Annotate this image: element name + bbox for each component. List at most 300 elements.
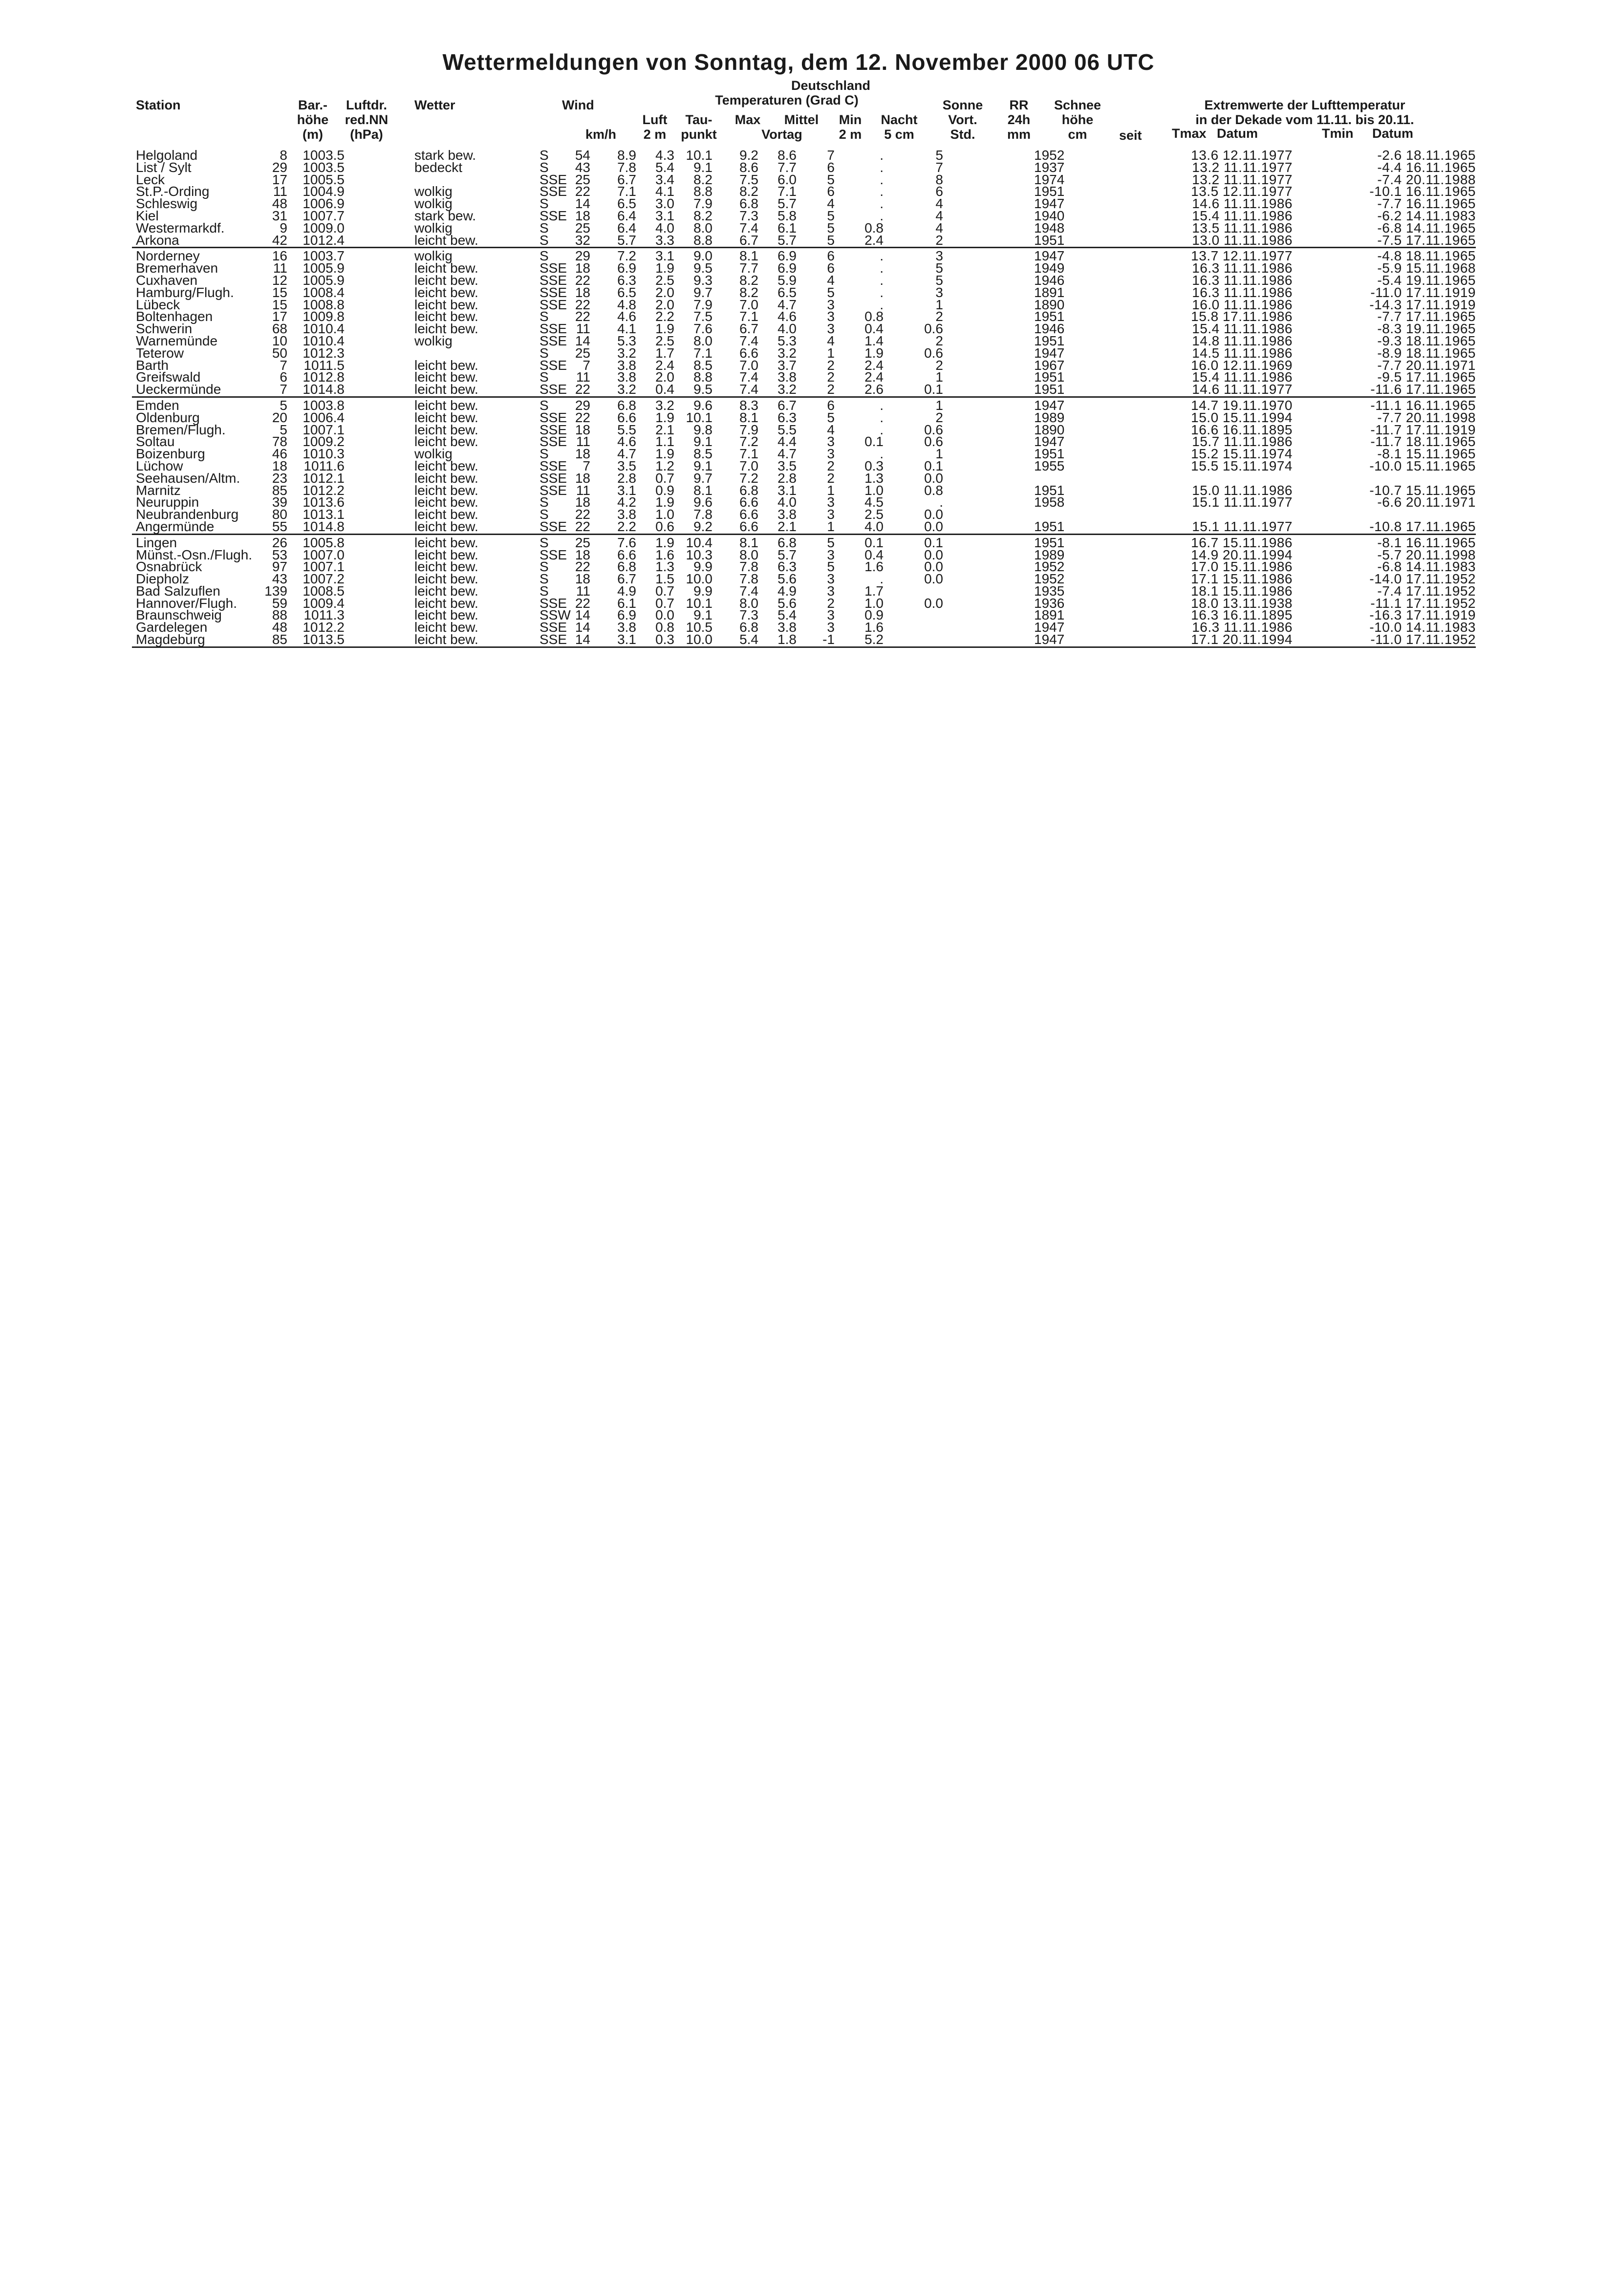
- barometer-height: 16: [272, 248, 287, 264]
- wind-speed: 18: [575, 446, 590, 462]
- mean-temp: 7.2: [739, 470, 758, 486]
- station-name: Bad Salzuflen: [136, 583, 220, 599]
- wind-direction: S: [540, 535, 549, 550]
- barometer-height: 97: [272, 559, 287, 575]
- dew-point: 1.9: [655, 321, 674, 337]
- dew-point: 2.5: [655, 272, 674, 288]
- weather: leicht bew.: [414, 272, 478, 288]
- weather: leicht bew.: [414, 434, 478, 450]
- wind-speed: 22: [575, 184, 590, 199]
- mean-temp: 7.3: [739, 607, 758, 623]
- air-temp: 3.5: [617, 458, 636, 473]
- min-temp: 4.9: [777, 583, 797, 599]
- sunshine: 2.4: [864, 232, 884, 248]
- record-since: 1952: [1034, 559, 1065, 575]
- wind-speed: 25: [575, 220, 590, 236]
- table-row: [132, 633, 1476, 645]
- mean-temp: 8.0: [739, 547, 758, 562]
- air-temp: 6.7: [617, 172, 636, 187]
- tmin-record: -11.1 17.11.1952: [1370, 595, 1476, 611]
- dew-point: 0.7: [655, 470, 674, 486]
- min-temp: 5.5: [777, 422, 797, 437]
- max-temp: 7.6: [693, 321, 712, 337]
- min-temp: 3.7: [777, 357, 797, 373]
- precipitation: 0.0: [924, 470, 943, 486]
- barometer-height: 7: [280, 357, 287, 373]
- max-temp: 7.9: [693, 196, 712, 212]
- station-name: Lübeck: [136, 297, 180, 312]
- header-schnee: Schnee: [1054, 98, 1101, 112]
- air-temp: 3.1: [617, 632, 636, 647]
- dew-point: 0.8: [655, 620, 674, 635]
- barometer-height: 18: [272, 458, 287, 473]
- min-temp: 4.7: [777, 297, 797, 312]
- pressure: 1006.4: [302, 409, 345, 425]
- sunshine: .: [880, 148, 884, 163]
- wind-speed: 22: [575, 507, 590, 522]
- record-since: 1947: [1034, 632, 1065, 647]
- min-temp: 8.6: [777, 148, 797, 163]
- air-temp: 3.2: [617, 345, 636, 361]
- dew-point: 2.0: [655, 297, 674, 312]
- header-luft: Luft: [642, 112, 668, 127]
- air-temp: 6.6: [617, 547, 636, 562]
- wind-direction: S: [540, 220, 549, 236]
- wind-speed: 22: [575, 272, 590, 288]
- record-since: 1947: [1034, 196, 1065, 212]
- wind-speed: 18: [575, 260, 590, 276]
- pressure: 1005.5: [302, 172, 345, 187]
- pressure: 1003.5: [302, 148, 345, 163]
- wind-speed: 29: [575, 397, 590, 413]
- sunshine: .: [880, 260, 884, 276]
- precipitation: 2: [935, 333, 943, 348]
- tmin-record: -5.4 19.11.1965: [1377, 272, 1476, 288]
- night-min: 3: [827, 494, 835, 510]
- max-temp: 10.0: [686, 571, 712, 587]
- wind-speed: 29: [575, 248, 590, 264]
- wind-direction: S: [540, 583, 549, 599]
- dew-point: 3.2: [655, 397, 674, 413]
- barometer-height: 10: [272, 333, 287, 348]
- wind-direction: SSE: [540, 382, 567, 397]
- night-min: 2: [827, 357, 835, 373]
- header-datum-2: Datum: [1372, 126, 1414, 141]
- precipitation: 1: [935, 397, 943, 413]
- tmax-record: 13.5 11.11.1986: [1192, 220, 1293, 236]
- tmax-record: 15.4 11.11.1986: [1192, 369, 1293, 385]
- record-since: 1967: [1034, 357, 1065, 373]
- max-temp: 9.9: [693, 583, 712, 599]
- dew-point: 1.7: [655, 345, 674, 361]
- weather: leicht bew.: [414, 458, 478, 473]
- min-temp: 6.3: [777, 409, 797, 425]
- max-temp: 10.1: [686, 409, 712, 425]
- night-min: 7: [827, 148, 835, 163]
- night-min: 4: [827, 196, 835, 212]
- header-luftdr: Luftdr.: [346, 98, 387, 112]
- air-temp: 6.5: [617, 196, 636, 212]
- mean-temp: 9.2: [739, 148, 758, 163]
- sunshine: .: [880, 422, 884, 437]
- record-since: 1947: [1034, 397, 1065, 413]
- station-name: Arkona: [136, 232, 179, 248]
- weather: stark bew.: [414, 148, 476, 163]
- wind-speed: 11: [576, 321, 590, 337]
- pressure: 1013.5: [302, 632, 345, 647]
- min-temp: 4.0: [777, 321, 797, 337]
- pressure: 1007.1: [302, 559, 345, 575]
- night-min: 5: [827, 208, 835, 223]
- barometer-height: 11: [273, 184, 287, 199]
- wind-speed: 22: [575, 409, 590, 425]
- min-temp: 3.2: [777, 382, 797, 397]
- wind-speed: 18: [575, 284, 590, 300]
- dew-point: 2.5: [655, 333, 674, 348]
- tmin-record: -7.7 20.11.1998: [1377, 409, 1476, 425]
- tmin-record: -11.0 17.11.1952: [1370, 632, 1476, 647]
- precipitation: 2: [935, 309, 943, 324]
- wind-speed: 25: [575, 535, 590, 550]
- wind-speed: 32: [575, 232, 590, 248]
- record-since: 1890: [1034, 422, 1065, 437]
- sunshine: .: [880, 284, 884, 300]
- weather: leicht bew.: [414, 382, 478, 397]
- station-name: Leck: [136, 172, 165, 187]
- tmin-record: -2.6 18.11.1965: [1377, 148, 1476, 163]
- record-since: 1951: [1034, 309, 1065, 324]
- precipitation: 0.6: [924, 321, 943, 337]
- pressure: 1009.0: [302, 220, 345, 236]
- weather: leicht bew.: [414, 583, 478, 599]
- weather: leicht bew.: [414, 559, 478, 575]
- tmax-record: 17.0 15.11.1986: [1191, 559, 1293, 575]
- pressure: 1006.9: [302, 196, 345, 212]
- tmin-record: -11.7 17.11.1919: [1370, 422, 1476, 437]
- tmax-record: 15.7 11.11.1986: [1192, 434, 1293, 450]
- min-temp: 6.0: [777, 172, 797, 187]
- table-row: [132, 161, 1476, 173]
- wind-direction: SSE: [540, 518, 567, 534]
- night-min: 5: [827, 535, 835, 550]
- weather: leicht bew.: [414, 470, 478, 486]
- wind-direction: SSE: [540, 321, 567, 337]
- station-name: Soltau: [136, 434, 175, 450]
- dew-point: 4.3: [655, 148, 674, 163]
- pressure: 1011.6: [303, 458, 345, 473]
- precipitation: 1: [935, 297, 943, 312]
- night-min: 5: [827, 409, 835, 425]
- barometer-height: 39: [272, 494, 287, 510]
- station-name: Warnemünde: [136, 333, 218, 348]
- night-min: 6: [827, 159, 835, 175]
- header-tau-2: punkt: [681, 127, 717, 142]
- station-name: Oldenburg: [136, 409, 200, 425]
- record-since: 1951: [1034, 184, 1065, 199]
- min-temp: 4.0: [777, 494, 797, 510]
- header-rr-2: 24h: [1007, 112, 1031, 127]
- weather: leicht bew.: [414, 507, 478, 522]
- tmax-record: 15.1 11.11.1977: [1192, 518, 1293, 534]
- tmax-record: 15.2 15.11.1974: [1191, 446, 1293, 462]
- air-temp: 5.3: [617, 333, 636, 348]
- max-temp: 9.1: [693, 607, 712, 623]
- header-sonne: Sonne: [942, 98, 983, 112]
- pressure: 1003.5: [302, 159, 345, 175]
- header-rr: RR: [1009, 98, 1029, 112]
- record-since: 1952: [1034, 571, 1065, 587]
- table-row: [132, 520, 1476, 533]
- max-temp: 9.6: [693, 397, 712, 413]
- barometer-height: 48: [272, 196, 287, 212]
- min-temp: 2.1: [777, 518, 797, 534]
- pressure: 1012.2: [302, 482, 345, 498]
- sunshine: 1.7: [864, 583, 884, 599]
- max-temp: 8.2: [693, 172, 712, 187]
- tmax-record: 13.2 11.11.1977: [1192, 159, 1293, 175]
- precipitation: 0.0: [924, 595, 943, 611]
- header-min-2: 2 m: [839, 127, 862, 142]
- air-temp: 7.1: [617, 184, 636, 199]
- mean-temp: 6.8: [739, 196, 758, 212]
- max-temp: 7.8: [693, 507, 712, 522]
- weather: leicht bew.: [414, 494, 478, 510]
- wind-direction: S: [540, 446, 549, 462]
- wind-direction: SSE: [540, 422, 567, 437]
- wind-direction: SSE: [540, 482, 567, 498]
- header-wind: Wind: [562, 98, 594, 112]
- precipitation: 4: [935, 220, 943, 236]
- dew-point: 1.1: [655, 434, 674, 450]
- wind-speed: 25: [575, 345, 590, 361]
- station-name: Hamburg/Flugh.: [136, 284, 234, 300]
- night-min: -1: [822, 632, 835, 647]
- mean-temp: 7.4: [739, 583, 758, 599]
- station-name: Angermünde: [136, 518, 215, 534]
- barometer-height: 50: [272, 345, 287, 361]
- dew-point: 1.9: [655, 535, 674, 550]
- weather: leicht bew.: [414, 535, 478, 550]
- barometer-height: 78: [272, 434, 287, 450]
- pressure: 1010.4: [302, 321, 345, 337]
- record-since: 1951: [1034, 446, 1065, 462]
- wind-direction: SSE: [540, 297, 567, 312]
- barometer-height: 42: [272, 232, 287, 248]
- table-row: [132, 286, 1476, 299]
- record-since: 1949: [1034, 260, 1065, 276]
- sunshine: 1.0: [864, 595, 884, 611]
- pressure: 1012.2: [302, 620, 345, 635]
- max-temp: 9.1: [693, 434, 712, 450]
- barometer-height: 5: [280, 397, 287, 413]
- mean-temp: 8.2: [739, 272, 758, 288]
- table-row: [132, 472, 1476, 484]
- tmin-record: -6.8 14.11.1965: [1377, 220, 1476, 236]
- tmin-record: -11.7 18.11.1965: [1370, 434, 1476, 450]
- dew-point: 1.6: [655, 547, 674, 562]
- record-since: 1989: [1034, 547, 1065, 562]
- table-row: [132, 536, 1476, 549]
- weather-table-body: [132, 149, 1476, 649]
- header-nacht-2: 5 cm: [884, 127, 914, 142]
- precipitation: 1: [935, 369, 943, 385]
- tmax-record: 16.0 11.11.1986: [1192, 297, 1293, 312]
- air-temp: 2.2: [617, 518, 636, 534]
- wind-direction: S: [540, 397, 549, 413]
- station-group: [132, 536, 1476, 648]
- tmin-record: -14.0 17.11.1952: [1369, 571, 1476, 587]
- night-min: 3: [827, 620, 835, 635]
- precipitation: 8: [935, 172, 943, 187]
- station-name: Osnabrück: [136, 559, 202, 575]
- pressure: 1012.3: [302, 345, 345, 361]
- sunshine: 0.4: [864, 547, 884, 562]
- pressure: 1010.3: [302, 446, 345, 462]
- pressure: 1011.3: [303, 607, 345, 623]
- weather: leicht bew.: [414, 422, 478, 437]
- night-min: 6: [827, 397, 835, 413]
- table-row: [132, 399, 1476, 411]
- header-tau: Tau-: [685, 112, 712, 127]
- dew-point: 1.9: [655, 494, 674, 510]
- mean-temp: 8.1: [739, 409, 758, 425]
- header-max: Max: [734, 112, 761, 127]
- weather: leicht bew.: [414, 232, 478, 248]
- record-since: 1951: [1034, 382, 1065, 397]
- air-temp: 2.8: [617, 470, 636, 486]
- mean-temp: 7.0: [739, 297, 758, 312]
- air-temp: 6.6: [617, 409, 636, 425]
- pressure: 1008.8: [302, 297, 345, 312]
- tmin-record: -6.8 14.11.1983: [1377, 559, 1476, 575]
- wind-speed: 11: [576, 482, 590, 498]
- pressure: 1007.1: [302, 422, 345, 437]
- header-datum: Datum: [1217, 126, 1258, 141]
- barometer-height: 7: [280, 382, 287, 397]
- tmin-record: -11.0 17.11.1919: [1370, 284, 1476, 300]
- precipitation: 0.0: [924, 547, 943, 562]
- table-row: [132, 460, 1476, 472]
- mean-temp: 7.4: [739, 369, 758, 385]
- tmin-record: -7.7 17.11.1965: [1377, 309, 1476, 324]
- weather: wolkig: [414, 333, 453, 348]
- wind-direction: S: [540, 232, 549, 248]
- wind-speed: 18: [575, 547, 590, 562]
- dew-point: 0.3: [655, 632, 674, 647]
- header-extremwerte-2: in der Dekade vom 11.11. bis 20.11.: [1195, 112, 1414, 127]
- air-temp: 7.2: [617, 248, 636, 264]
- precipitation: 0.8: [924, 482, 943, 498]
- sunshine: 1.4: [864, 333, 884, 348]
- night-min: 3: [827, 321, 835, 337]
- tmax-record: 16.3 11.11.1986: [1192, 620, 1293, 635]
- wind-speed: 43: [575, 159, 590, 175]
- dew-point: 5.4: [655, 159, 674, 175]
- tmax-record: 14.6 11.11.1986: [1192, 196, 1293, 212]
- tmin-record: -7.7 16.11.1965: [1377, 196, 1476, 212]
- max-temp: 9.8: [693, 422, 712, 437]
- mean-temp: 7.1: [739, 309, 758, 324]
- header-wetter: Wetter: [414, 98, 455, 112]
- precipitation: 0.0: [924, 518, 943, 534]
- tmax-record: 16.0 12.11.1969: [1191, 357, 1293, 373]
- dew-point: 3.1: [655, 208, 674, 223]
- tmax-record: 15.0 15.11.1994: [1191, 409, 1293, 425]
- record-since: 1951: [1034, 369, 1065, 385]
- mean-temp: 8.0: [739, 595, 758, 611]
- tmax-record: 14.6 11.11.1977: [1192, 382, 1293, 397]
- wind-direction: SSE: [540, 284, 567, 300]
- mean-temp: 6.6: [739, 345, 758, 361]
- night-min: 2: [827, 458, 835, 473]
- record-since: 1958: [1034, 494, 1065, 510]
- max-temp: 8.5: [693, 446, 712, 462]
- barometer-height: 8: [280, 148, 287, 163]
- tmax-record: 15.4 11.11.1986: [1192, 321, 1293, 337]
- wind-direction: S: [540, 345, 549, 361]
- weather: leicht bew.: [414, 632, 478, 647]
- mean-temp: 7.8: [739, 571, 758, 587]
- mean-temp: 7.9: [739, 422, 758, 437]
- precipitation: 0.0: [924, 507, 943, 522]
- precipitation: 5: [935, 272, 943, 288]
- tmin-record: -4.8 18.11.1965: [1377, 248, 1476, 264]
- header-extremwerte: Extremwerte der Lufttemperatur: [1204, 98, 1405, 112]
- pressure: 1005.9: [302, 272, 345, 288]
- sunshine: 0.1: [864, 434, 884, 450]
- wind-speed: 54: [575, 148, 590, 163]
- tmin-record: -4.4 16.11.1965: [1377, 159, 1476, 175]
- max-temp: 8.8: [693, 369, 712, 385]
- night-min: 4: [827, 272, 835, 288]
- min-temp: 7.1: [777, 184, 797, 199]
- dew-point: 3.1: [655, 248, 674, 264]
- tmin-record: -10.0 14.11.1983: [1369, 620, 1476, 635]
- precipitation: 4: [935, 196, 943, 212]
- min-temp: 5.7: [777, 196, 797, 212]
- mean-temp: 6.7: [739, 232, 758, 248]
- mean-temp: 7.5: [739, 172, 758, 187]
- air-temp: 4.7: [617, 446, 636, 462]
- tmax-record: 13.5 12.11.1977: [1191, 184, 1293, 199]
- night-min: 4: [827, 422, 835, 437]
- barometer-height: 6: [280, 369, 287, 385]
- mean-temp: 7.4: [739, 220, 758, 236]
- wind-direction: SSE: [540, 470, 567, 486]
- min-temp: 5.3: [777, 333, 797, 348]
- record-since: 1940: [1034, 208, 1065, 223]
- station-name: Schwerin: [136, 321, 193, 337]
- barometer-height: 46: [272, 446, 287, 462]
- dew-point: 2.2: [655, 309, 674, 324]
- station-group: [132, 399, 1476, 535]
- air-temp: 3.8: [617, 357, 636, 373]
- sunshine: .: [880, 248, 884, 264]
- weather: leicht bew.: [414, 397, 478, 413]
- barometer-height: 17: [272, 172, 287, 187]
- max-temp: 9.2: [693, 518, 712, 534]
- wind-speed: 18: [575, 494, 590, 510]
- barometer-height: 43: [272, 571, 287, 587]
- tmax-record: 14.7 19.11.1970: [1191, 397, 1293, 413]
- dew-point: 0.7: [655, 595, 674, 611]
- sunshine: .: [880, 446, 884, 462]
- header-rr-3: mm: [1007, 127, 1031, 142]
- max-temp: 7.1: [693, 345, 712, 361]
- header-schnee-2: höhe: [1061, 112, 1094, 127]
- station-group: [132, 149, 1476, 248]
- max-temp: 10.5: [686, 620, 712, 635]
